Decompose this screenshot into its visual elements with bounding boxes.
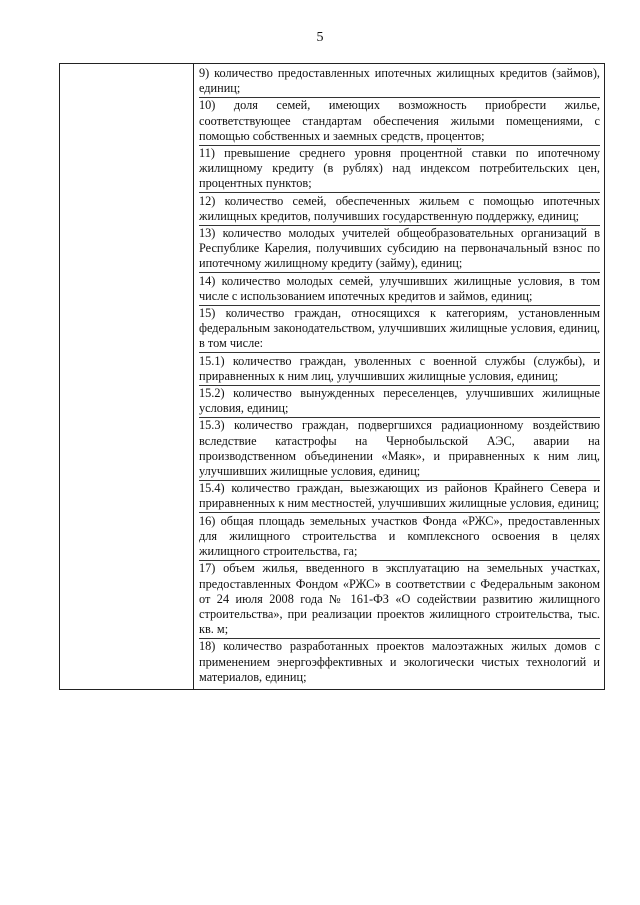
page-number: 5 [316, 30, 324, 45]
indicator-item-15-4: 15.4) количество граждан, выезжающих из районов Крайнего Севера и приравненных к ним местностей, улучшивших жилищные условия, единиц; [199, 481, 600, 513]
indicator-item-9: 9) количество предоставленных ипотечных жилищных кредитов (займов), единиц; [199, 66, 600, 98]
indicator-item-15-3: 15.3) количество граждан, подвергшихся радиационному воздействию вследствие катастрофы на Чернобыльской АЭС, аварии на производственном объединении «Маяк», и приравненных к ним лиц, улучшивших жилищные условия, единиц; [199, 418, 600, 480]
indicator-item-13: 13) количество молодых учителей общеобразовательных организаций в Республике Карелия, получивших субсидию на первоначальный взнос по ипотечному жилищному кредиту (займу), единиц; [199, 226, 600, 273]
table-cell-left [60, 64, 194, 690]
indicators-table [59, 63, 605, 690]
indicator-item-15-1: 15.1) количество граждан, уволенных с военной службы (службы), и приравненных к ним лиц, улучшивших жилищные условия, единиц; [199, 354, 600, 386]
table-cell-right [194, 64, 605, 690]
table-row [60, 64, 605, 690]
indicator-item-11: 11) превышение среднего уровня процентной ставки по ипотечному жилищному кредиту (в рублях) над индексом потребительских цен, процентных пунктов; [199, 146, 600, 193]
indicator-item-15: 15) количество граждан, относящихся к категориям, установленным федеральным законодательством, улучшивших жилищные условия, единиц, в том числе: [199, 306, 600, 353]
indicator-item-12: 12) количество семей, обеспеченных жильем с помощью ипотечных жилищных кредитов, получивших государственную поддержку, единиц; [199, 194, 600, 226]
indicator-item-10: 10) доля семей, имеющих возможность приобрести жилье, соответствующее стандартам обеспечения жилыми помещениями, с помощью собственных и заемных средств, процентов; [199, 98, 600, 145]
indicator-item-16: 16) общая площадь земельных участков Фонда «РЖС», предоставленных для жилищного строительства и комплексного освоения в целях жилищного строительства, га; [199, 514, 600, 561]
indicator-item-14: 14) количество молодых семей, улучшивших жилищные условия, в том числе с использованием ипотечных кредитов и займов, единиц; [199, 274, 600, 306]
indicator-item-17: 17) объем жилья, введенного в эксплуатацию на земельных участках, предоставленных Фондом «РЖС» в соответствии с Федеральным законом от 24 июля 2008 года № 161-ФЗ «О содействии развитию жилищного строительства», при реализации проектов жилищного строительства, тыс. кв. м; [199, 561, 600, 639]
indicator-item-15-2: 15.2) количество вынужденных переселенцев, улучшивших жилищные условия, единиц; [199, 386, 600, 418]
indicator-item-18: 18) количество разработанных проектов малоэтажных жилых домов с применением энергоэффективных и экологически чистых технологий и материалов, единиц; [199, 639, 600, 684]
